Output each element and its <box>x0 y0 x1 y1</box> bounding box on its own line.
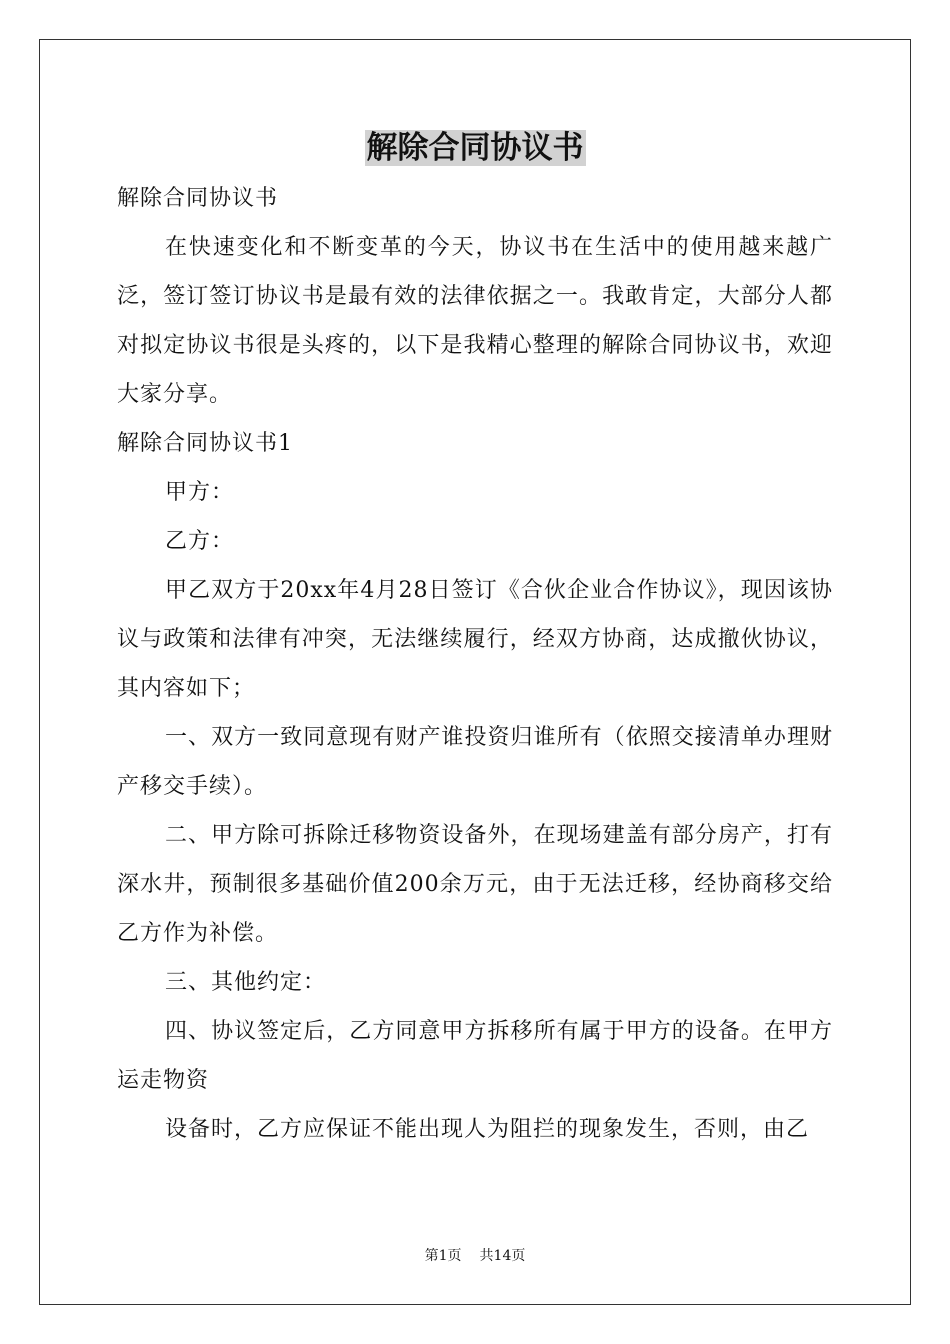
paragraph-party-b: 乙方： <box>165 529 235 554</box>
paragraph-party-a: 甲方： <box>165 480 235 505</box>
document-title <box>0 126 950 170</box>
paragraph-clause-4: 四、协议签定后，乙方同意甲方拆移所有属于甲方的设备。在甲方运走物资 <box>117 1019 833 1093</box>
total-pages: 共14页 <box>479 1248 526 1264</box>
paragraph-section-heading: 解除合同协议书1 <box>117 431 293 456</box>
document-title-text: 解除合同协议书 <box>366 130 584 166</box>
paragraph-clause-4-continued: 设备时，乙方应保证不能出现人为阻拦的现象发生，否则，由乙 <box>165 1117 810 1142</box>
page-footer <box>0 1246 950 1266</box>
paragraph-clause-2: 二、甲方除可拆除迁移物资设备外，在现场建盖有部分房产，打有深水井，预制很多基础价值200余万元，由于无法迁移，经协商移交给乙方作为补偿。 <box>117 823 833 946</box>
paragraph-clause-1: 一、双方一致同意现有财产谁投资归谁所有（依照交接清单办理财产移交手续）。 <box>117 725 833 799</box>
paragraph-subtitle: 解除合同协议书 <box>117 186 279 211</box>
paragraph-clause-3: 三、其他约定： <box>165 970 327 995</box>
paragraph-intro: 在快速变化和不断变革的今天，协议书在生活中的使用越来越广泛，签订签订协议书是最有效的法律依据之一。我敢肯定，大部分人都对拟定协议书很是头疼的，以下是我精心整理的解除合同协议书，欢迎大家分享。 <box>117 235 833 407</box>
page-number: 第1页 <box>424 1248 462 1264</box>
document-body <box>117 174 833 1154</box>
paragraph-preamble: 甲乙双方于20xx年4月28日签订《合伙企业合作协议》，现因该协议与政策和法律有冲突，无法继续履行，经双方协商，达成撤伙协议，其内容如下； <box>117 578 833 701</box>
